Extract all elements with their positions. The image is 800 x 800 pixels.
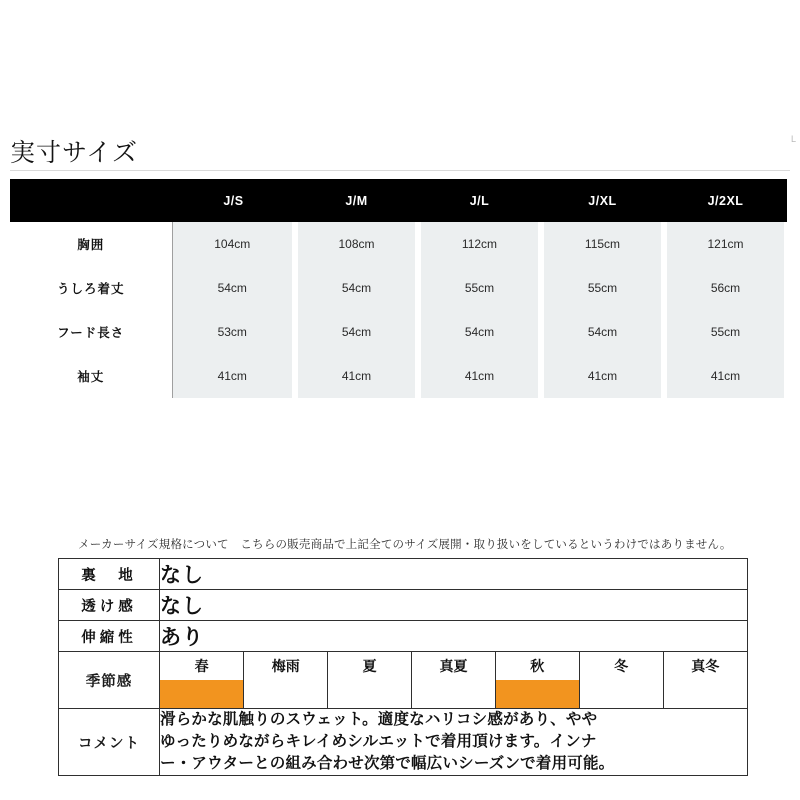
season-marks-row [160, 680, 747, 708]
measurement-cell: 56cm [664, 266, 787, 310]
table-row [10, 222, 787, 266]
season-cell [160, 652, 748, 709]
title-divider [10, 170, 790, 171]
measurement-cell: 54cm [295, 310, 418, 354]
measurement-row-label: 胸囲 [10, 222, 172, 266]
measurement-cell: 54cm [172, 266, 295, 310]
measurement-cell: 55cm [664, 310, 787, 354]
season-mark-cell [579, 680, 663, 708]
spec-value-stretch: あり [160, 621, 748, 652]
spec-value-comment [160, 709, 748, 776]
spec-label-stretch: 伸縮性 [59, 621, 160, 652]
size-column-header: J/XL [541, 179, 664, 222]
size-table-corner-cell [10, 179, 172, 222]
table-row [10, 266, 787, 310]
season-labels-row [160, 652, 747, 680]
measurement-cell: 54cm [541, 310, 664, 354]
measurement-row-label: うしろ着丈 [10, 266, 172, 310]
measurement-cell: 121cm [664, 222, 787, 266]
season-grid [160, 652, 747, 708]
season-mark-cell [663, 680, 747, 708]
comment-line: ー・アウターとの組み合わせ次第で幅広いシーズンで着用可能。 [160, 755, 615, 772]
table-header-row [10, 179, 787, 222]
measurement-cell: 115cm [541, 222, 664, 266]
table-row [10, 354, 787, 398]
season-mark-cell [412, 680, 496, 708]
season-mark-fill [580, 680, 663, 708]
season-label: 真冬 [691, 658, 720, 674]
measurement-cell: 54cm [418, 310, 541, 354]
measurement-cell: 104cm [172, 222, 295, 266]
measurement-row-label: 袖丈 [10, 354, 172, 398]
season-label: 夏 [328, 652, 412, 680]
spec-label-lining: 裏 地 [59, 559, 160, 590]
season-mark-cell [495, 680, 579, 708]
measurement-cell: 41cm [541, 354, 664, 398]
season-label: 梅雨 [244, 652, 328, 680]
spec-label-sheerness: 透け感 [59, 590, 160, 621]
spec-value-sheerness: なし [160, 590, 748, 621]
measurement-cell: 41cm [418, 354, 541, 398]
measurement-cell: 53cm [172, 310, 295, 354]
spec-label-season: 季節感 [59, 652, 160, 709]
table-row [10, 310, 787, 354]
comment-line: 滑らかな肌触りのスウェット。適度なハリコシ感があり、やや [160, 711, 598, 728]
season-mark-fill [244, 680, 327, 708]
measurement-cell: 108cm [295, 222, 418, 266]
season-mark-cell [328, 680, 412, 708]
corner-mark-label: L [790, 134, 796, 144]
measurement-cell: 112cm [418, 222, 541, 266]
measurement-cell: 41cm [664, 354, 787, 398]
season-label: 秋 [495, 652, 579, 680]
season-mark-fill [412, 680, 495, 708]
maker-size-note: メーカーサイズ規格について こちらの販売商品で上記全てのサイズ展開・取り扱いをしているというわけではありません。 [78, 539, 732, 551]
season-label: 真夏 [412, 652, 496, 680]
measurement-cell: 41cm [172, 354, 295, 398]
measurement-cell: 54cm [295, 266, 418, 310]
season-mark-fill [496, 680, 579, 708]
size-column-header: J/L [418, 179, 541, 222]
page-title: 実寸サイズ [10, 139, 139, 167]
season-mark-fill [328, 680, 411, 708]
season-label: 春 [160, 652, 244, 680]
measurement-row-label: フード長さ [10, 310, 172, 354]
size-column-header: J/S [172, 179, 295, 222]
spec-row-comment [59, 709, 748, 776]
season-mark-cell [244, 680, 328, 708]
product-spec-table [58, 558, 748, 776]
measurement-size-table [10, 179, 790, 398]
spec-row-lining [59, 559, 748, 590]
spec-row-sheerness [59, 590, 748, 621]
measurement-cell: 55cm [541, 266, 664, 310]
spec-value-lining: なし [160, 559, 748, 590]
measurement-cell: 41cm [295, 354, 418, 398]
measurement-cell: 55cm [418, 266, 541, 310]
size-column-header: J/2XL [664, 179, 787, 222]
comment-line: ゆったりめながらキレイめシルエットで着用頂けます。インナ [160, 733, 597, 750]
season-mark-fill [664, 680, 747, 708]
season-label: 冬 [579, 652, 663, 680]
season-mark-fill [160, 680, 243, 708]
spec-row-stretch [59, 621, 748, 652]
spec-row-season [59, 652, 748, 709]
season-mark-cell [160, 680, 244, 708]
size-column-header: J/M [295, 179, 418, 222]
spec-label-comment: コメント [59, 709, 160, 776]
